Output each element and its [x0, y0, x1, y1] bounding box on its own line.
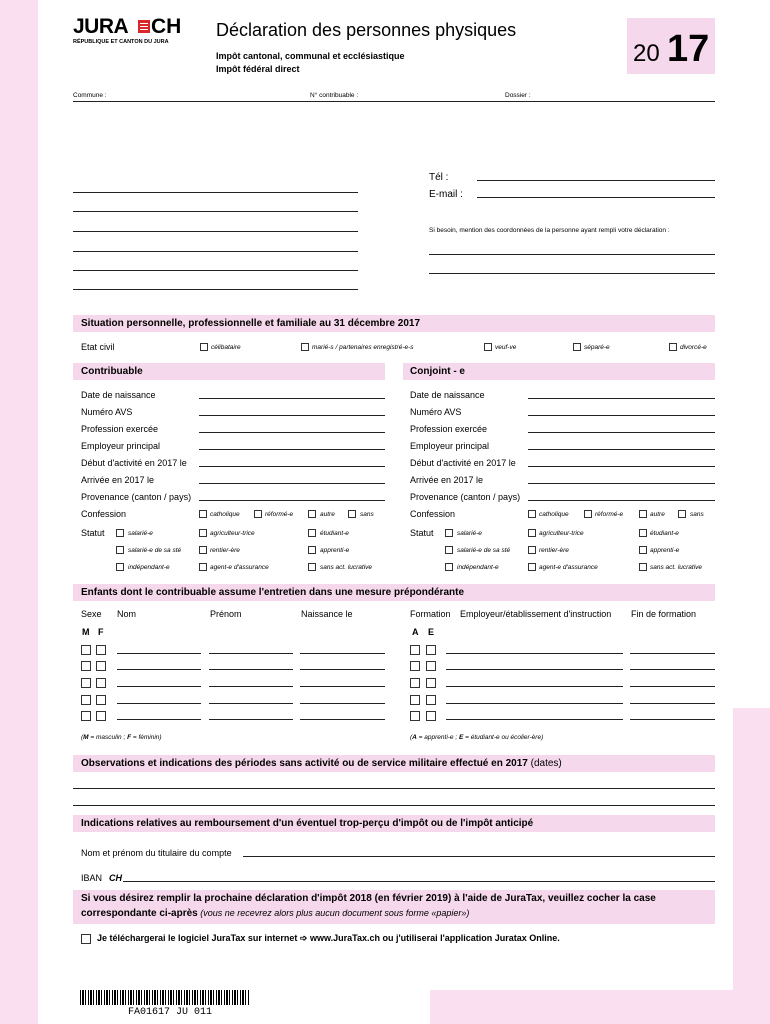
- enfant-prenom-field[interactable]: [209, 669, 293, 670]
- enfant-naissance-field[interactable]: [300, 686, 385, 687]
- enfants-title: Enfants dont le contribuable assume l'entretien dans une mesure prépondérante: [81, 587, 465, 598]
- address-line-1[interactable]: [73, 192, 358, 193]
- enfant-formation-a-checkbox[interactable]: [410, 645, 420, 655]
- juratax-line-1: Si vous désirez remplir la prochaine déclaration d'impôt 2018 (en février 2019) à l'aide de JuraTax, veuillez cocher la case: [81, 893, 656, 904]
- year-box: [627, 18, 715, 74]
- enfant-sexe-f-checkbox[interactable]: [96, 711, 106, 721]
- enfant-formation-e-checkbox[interactable]: [426, 645, 436, 655]
- enfant-formation-e-checkbox[interactable]: [426, 711, 436, 721]
- enfants-f-header: F: [98, 627, 104, 637]
- contribuable-field-line[interactable]: [199, 500, 385, 501]
- contribuable-field-line[interactable]: [199, 449, 385, 450]
- confession-option-label: réformé-e: [595, 511, 624, 518]
- statut-option-label: indépendant-e: [457, 564, 499, 571]
- contribuable-statut-checkbox[interactable]: [308, 529, 316, 537]
- titulaire-field[interactable]: [243, 856, 715, 857]
- conjoint-statut-checkbox[interactable]: [639, 546, 647, 554]
- enfant-formation-a-checkbox[interactable]: [410, 661, 420, 671]
- enfant-nom-field[interactable]: [117, 669, 201, 670]
- enfant-sexe-m-checkbox[interactable]: [81, 695, 91, 705]
- contribuable-confession-sans-checkbox[interactable]: [348, 510, 356, 518]
- contribuable-field-label: Employeur principal: [81, 441, 161, 451]
- situation-title: Situation personnelle, professionnelle et familiale au 31 décembre 2017: [81, 318, 421, 329]
- enfants-sexe-header: Sexe: [81, 609, 102, 619]
- conjoint-field-label: Arrivée en 2017 le: [410, 475, 484, 485]
- conjoint-title: Conjoint - e: [410, 366, 465, 377]
- address-line-3[interactable]: [73, 231, 358, 232]
- enfants-a-header: A: [412, 627, 419, 637]
- enfant-prenom-field[interactable]: [209, 686, 293, 687]
- enfant-naissance-field[interactable]: [300, 653, 385, 654]
- etat-civil-divorce-checkbox[interactable]: [669, 343, 677, 351]
- enfant-sexe-m-checkbox[interactable]: [81, 645, 91, 655]
- conjoint-confession-autre-checkbox[interactable]: [639, 510, 647, 518]
- statut-option-label: apprenti-e: [650, 547, 680, 554]
- enfant-fin-field[interactable]: [630, 686, 715, 687]
- titulaire-label: Nom et prénom du titulaire du compte: [81, 848, 232, 858]
- statut-option-label: salarié-e: [128, 530, 153, 537]
- iban-field[interactable]: [123, 881, 715, 882]
- enfant-nom-field[interactable]: [117, 703, 201, 704]
- statut-option-label: apprenti-e: [320, 547, 350, 554]
- bottom-right-band: [430, 990, 733, 1024]
- tel-label: Tél :: [429, 172, 449, 183]
- etat-civil-celibataire-label: célibataire: [211, 344, 241, 351]
- enfant-nom-field[interactable]: [117, 686, 201, 687]
- enfant-naissance-field[interactable]: [300, 719, 385, 720]
- enfant-formation-a-checkbox[interactable]: [410, 711, 420, 721]
- juratax-check-label: Je téléchargerai le logiciel JuraTax sur internet ➩ www.JuraTax.ch ou j'utiliserai l'application Juratax Online.: [97, 933, 560, 943]
- enfant-naissance-field[interactable]: [300, 669, 385, 670]
- top-fields-line[interactable]: [73, 101, 715, 102]
- enfant-sexe-f-checkbox[interactable]: [96, 695, 106, 705]
- statut-option-label: sans act. lucrative: [320, 564, 373, 571]
- contribuable-field-line[interactable]: [199, 415, 385, 416]
- year-prefix: 20: [633, 40, 660, 67]
- juratax-checkbox[interactable]: [81, 934, 91, 944]
- barcode-text: FA01617 JU 011: [128, 1007, 213, 1018]
- contribuable-confession-label: Confession: [81, 509, 127, 519]
- conjoint-statut-checkbox[interactable]: [528, 563, 536, 571]
- etat-civil-veuf-label: veuf-ve: [495, 344, 517, 351]
- etat-civil-separe-checkbox[interactable]: [573, 343, 581, 351]
- address-line-6[interactable]: [73, 289, 358, 290]
- contribuable-statut-checkbox[interactable]: [308, 546, 316, 554]
- right-margin-band: [733, 708, 770, 1024]
- year-suffix: 17: [667, 28, 710, 70]
- contribuable-statut-checkbox[interactable]: [116, 546, 124, 554]
- enfants-sexe-legend: (M = masculin ; F = féminin): [81, 734, 162, 741]
- contribuable-title: Contribuable: [81, 366, 143, 377]
- contribuable-field-label: Numéro AVS: [81, 407, 133, 417]
- conjoint-statut-checkbox[interactable]: [639, 563, 647, 571]
- confession-option-label: autre: [320, 511, 335, 518]
- statut-option-label: agent-e d'assurance: [210, 564, 269, 571]
- conjoint-field-label: Profession exercée: [410, 424, 488, 434]
- etat-civil-veuf-checkbox[interactable]: [484, 343, 492, 351]
- enfant-fin-field[interactable]: [630, 703, 715, 704]
- contribuable-statut-checkbox[interactable]: [308, 563, 316, 571]
- confession-option-label: catholique: [210, 511, 240, 518]
- statut-option-label: agriculteur-trice: [539, 530, 584, 537]
- enfant-sexe-m-checkbox[interactable]: [81, 661, 91, 671]
- enfants-nom-header: Nom: [117, 609, 137, 619]
- conjoint-statut-label: Statut: [410, 528, 434, 538]
- etat-civil-celibataire-checkbox[interactable]: [200, 343, 208, 351]
- conjoint-statut-checkbox[interactable]: [445, 529, 453, 537]
- statut-option-label: agent-e d'assurance: [539, 564, 598, 571]
- etat-civil-label: Etat civil: [81, 342, 115, 352]
- address-line-5[interactable]: [73, 270, 358, 271]
- conjoint-field-line[interactable]: [528, 466, 715, 467]
- iban-label: IBAN: [81, 873, 103, 883]
- contribuable-statut-checkbox[interactable]: [116, 529, 124, 537]
- statut-option-label: rentier-ère: [210, 547, 240, 554]
- enfant-formation-e-checkbox[interactable]: [426, 678, 436, 688]
- etat-civil-marie-label: marié-s / partenaires enregistré-e-s: [312, 344, 414, 351]
- enfant-sexe-m-checkbox[interactable]: [81, 711, 91, 721]
- conjoint-confession-reforme-checkbox[interactable]: [584, 510, 592, 518]
- contribuable-confession-autre-checkbox[interactable]: [308, 510, 316, 518]
- enfant-formation-e-checkbox[interactable]: [426, 695, 436, 705]
- statut-option-label: étudiant-e: [320, 530, 349, 537]
- enfant-formation-a-checkbox[interactable]: [410, 678, 420, 688]
- contribuable-confession-catholique-checkbox[interactable]: [199, 510, 207, 518]
- contribuable-field-line[interactable]: [199, 483, 385, 484]
- remboursement-title: Indications relatives au remboursement d'un éventuel trop-perçu d'impôt ou de l'impôt anticipé: [81, 818, 534, 829]
- contribuable-statut-checkbox[interactable]: [199, 529, 207, 537]
- contact-note: Si besoin, mention des coordonnées de la personne ayant rempli votre déclaration :: [429, 227, 670, 234]
- confession-option-label: sans: [690, 511, 704, 518]
- contribuable-field-label: Arrivée en 2017 le: [81, 475, 155, 485]
- email-field[interactable]: [477, 197, 715, 198]
- enfant-prenom-field[interactable]: [209, 719, 293, 720]
- statut-option-label: agriculteur-trice: [210, 530, 255, 537]
- conjoint-field-line[interactable]: [528, 398, 715, 399]
- contribuable-statut-checkbox[interactable]: [116, 563, 124, 571]
- statut-option-label: étudiant-e: [650, 530, 679, 537]
- conjoint-field-line[interactable]: [528, 483, 715, 484]
- contribuable-number-label: N° contribuable :: [310, 92, 359, 99]
- etat-civil-divorce-label: divorcé-e: [680, 344, 707, 351]
- contribuable-field-label: Provenance (canton / pays): [81, 492, 192, 502]
- enfant-prenom-field[interactable]: [209, 653, 293, 654]
- logo-ch: CH: [151, 15, 182, 38]
- enfants-formation-legend: (A = apprenti-e ; E = étudiant-e ou écolier-ère): [410, 734, 544, 741]
- contribuable-field-label: Début d'activité en 2017 le: [81, 458, 187, 468]
- contribuable-field-line[interactable]: [199, 466, 385, 467]
- contribuable-statut-label: Statut: [81, 528, 105, 538]
- confession-option-label: sans: [360, 511, 374, 518]
- conjoint-confession-sans-checkbox[interactable]: [678, 510, 686, 518]
- statut-option-label: sans act. lucrative: [650, 564, 703, 571]
- enfant-fin-field[interactable]: [630, 669, 715, 670]
- conjoint-statut-checkbox[interactable]: [445, 546, 453, 554]
- enfant-employeur-field[interactable]: [446, 669, 623, 670]
- logo-flag-icon: [138, 20, 150, 33]
- enfant-employeur-field[interactable]: [446, 653, 623, 654]
- conjoint-statut-checkbox[interactable]: [528, 529, 536, 537]
- statut-option-label: indépendant-e: [128, 564, 170, 571]
- contribuable-field-label: Date de naissance: [81, 390, 156, 400]
- statut-option-label: rentier-ère: [539, 547, 569, 554]
- logo: [73, 15, 205, 47]
- conjoint-statut-checkbox[interactable]: [445, 563, 453, 571]
- contact-line-2[interactable]: [429, 273, 715, 274]
- etat-civil-separe-label: séparé-e: [584, 344, 610, 351]
- conjoint-field-line[interactable]: [528, 500, 715, 501]
- contribuable-statut-checkbox[interactable]: [199, 563, 207, 571]
- enfants-naissance-header: Naissance le: [301, 609, 353, 619]
- juratax-line-2: correspondante ci-après (vous ne recevrez alors plus aucun document sous forme «papier»): [81, 908, 470, 919]
- contribuable-field-line[interactable]: [199, 398, 385, 399]
- conjoint-field-line[interactable]: [528, 432, 715, 433]
- conjoint-field-label: Employeur principal: [410, 441, 490, 451]
- enfant-nom-field[interactable]: [117, 653, 201, 654]
- enfants-fin-header: Fin de formation: [631, 609, 697, 619]
- enfants-m-header: M: [82, 627, 90, 637]
- email-label: E-mail :: [429, 189, 463, 200]
- enfant-fin-field[interactable]: [630, 653, 715, 654]
- contribuable-field-label: Profession exercée: [81, 424, 159, 434]
- observations-line-1[interactable]: [73, 788, 715, 789]
- logo-subtitle: RÉPUBLIQUE ET CANTON DU JURA: [73, 39, 169, 45]
- enfants-prenom-header: Prénom: [210, 609, 242, 619]
- page-title: Déclaration des personnes physiques: [216, 20, 517, 40]
- enfant-employeur-field[interactable]: [446, 703, 623, 704]
- enfant-sexe-f-checkbox[interactable]: [96, 678, 106, 688]
- conjoint-field-label: Provenance (canton / pays): [410, 492, 521, 502]
- left-margin-band: [0, 0, 38, 1024]
- address-line-4[interactable]: [73, 251, 358, 252]
- enfant-naissance-field[interactable]: [300, 703, 385, 704]
- contribuable-confession-reforme-checkbox[interactable]: [254, 510, 262, 518]
- confession-option-label: autre: [650, 511, 665, 518]
- enfant-formation-e-checkbox[interactable]: [426, 661, 436, 671]
- enfant-employeur-field[interactable]: [446, 686, 623, 687]
- observations-line-2[interactable]: [73, 805, 715, 806]
- statut-option-label: salarié-e: [457, 530, 482, 537]
- conjoint-statut-checkbox[interactable]: [639, 529, 647, 537]
- logo-jura: JURA: [73, 15, 129, 38]
- enfant-sexe-m-checkbox[interactable]: [81, 678, 91, 688]
- observations-title: Observations et indications des périodes sans activité ou de service militaire effectué en 2017 (dates): [81, 758, 562, 769]
- enfants-e-header: E: [428, 627, 435, 637]
- barcode-icon: [80, 990, 250, 1005]
- statut-option-label: salarié-e de sa sté: [128, 547, 182, 554]
- tel-field[interactable]: [477, 180, 715, 181]
- conjoint-field-line[interactable]: [528, 415, 715, 416]
- enfant-employeur-field[interactable]: [446, 719, 623, 720]
- address-line-2[interactable]: [73, 211, 358, 212]
- enfant-fin-field[interactable]: [630, 719, 715, 720]
- enfant-sexe-f-checkbox[interactable]: [96, 645, 106, 655]
- conjoint-confession-label: Confession: [410, 509, 456, 519]
- dossier-label: Dossier :: [505, 92, 531, 99]
- iban-prefix: CH: [109, 873, 122, 883]
- conjoint-field-label: Date de naissance: [410, 390, 485, 400]
- confession-option-label: catholique: [539, 511, 569, 518]
- commune-label: Commune :: [73, 92, 107, 99]
- enfants-employeur-header: Employeur/établissement d'instruction: [460, 609, 612, 619]
- etat-civil-marie-checkbox[interactable]: [301, 343, 309, 351]
- conjoint-confession-catholique-checkbox[interactable]: [528, 510, 536, 518]
- enfant-sexe-f-checkbox[interactable]: [96, 661, 106, 671]
- conjoint-field-label: Début d'activité en 2017 le: [410, 458, 516, 468]
- confession-option-label: réformé-e: [265, 511, 294, 518]
- contribuable-statut-checkbox[interactable]: [199, 546, 207, 554]
- conjoint-statut-checkbox[interactable]: [528, 546, 536, 554]
- enfant-prenom-field[interactable]: [209, 703, 293, 704]
- contact-line-1[interactable]: [429, 254, 715, 255]
- conjoint-field-line[interactable]: [528, 449, 715, 450]
- enfants-formation-header: Formation: [410, 609, 451, 619]
- conjoint-field-label: Numéro AVS: [410, 407, 462, 417]
- enfant-nom-field[interactable]: [117, 719, 201, 720]
- enfant-formation-a-checkbox[interactable]: [410, 695, 420, 705]
- page-subtitle-2: Impôt fédéral direct: [216, 64, 300, 74]
- statut-option-label: salarié-e de sa sté: [457, 547, 511, 554]
- contribuable-field-line[interactable]: [199, 432, 385, 433]
- page-subtitle-1: Impôt cantonal, communal et ecclésiastique: [216, 51, 405, 61]
